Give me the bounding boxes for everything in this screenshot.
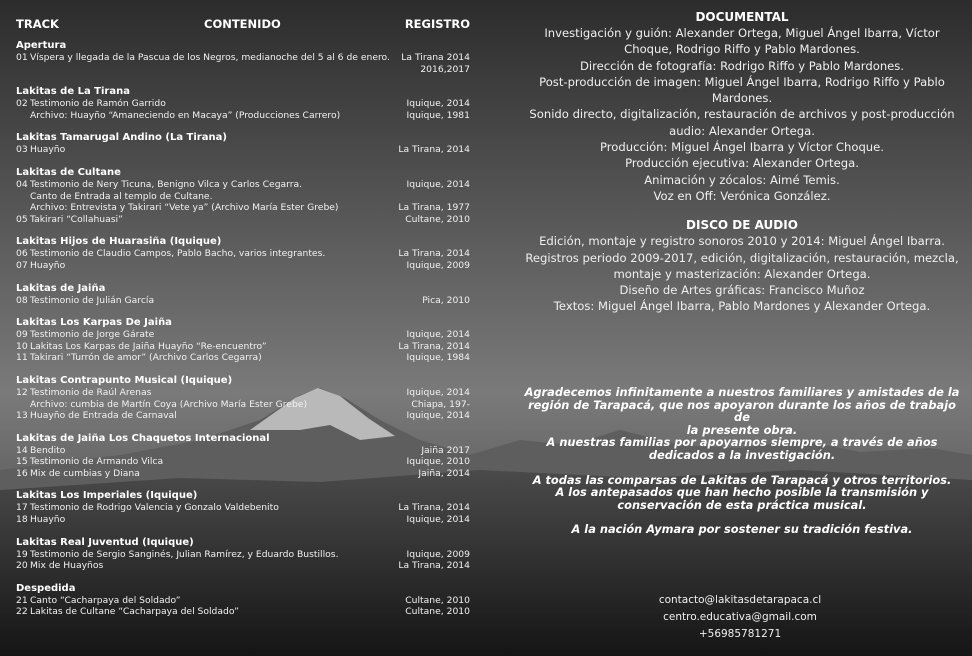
track-content: Testimonio de Ramón Garrido xyxy=(30,98,166,110)
track-content: Lakitas Los Karpas de Jaiña Huayño “Re-encuentro” xyxy=(30,340,267,352)
documental-credit-line: Choque, Rodrigo Riffo y Pablo Mardones. xyxy=(624,42,860,57)
documental-credit-line: Producción ejecutiva: Alexander Ortega. xyxy=(625,156,859,171)
track-content: Archivo: Entrevista y Takirari “Vete ya” (Archivo María Ester Grebe) xyxy=(30,202,339,214)
track-number: 08 xyxy=(16,294,28,306)
acknowledgement-line xyxy=(520,462,964,474)
track-content: Testimonio de Nery Ticuna, Benigno Vilca y Carlos Cegarra. xyxy=(30,178,303,190)
track-number: 21 xyxy=(16,594,28,606)
acknowledgement-line: A todas las comparsas de Lakitas de Tarapacá y otros territorios. xyxy=(532,472,952,487)
track-row xyxy=(16,352,476,364)
acknowledgement-line: región de Tarapacá, que nos apoyaron durante los años de trabajo de xyxy=(528,397,956,425)
track-content: Testimonio de Claudio Campos, Pablo Bacho, varios integrantes. xyxy=(30,248,326,260)
track-content: Canto “Cacharpaya del Soldado” xyxy=(30,594,181,606)
track-registro: 2016,2017 xyxy=(420,63,470,75)
track-registro: Iquique, 2009 xyxy=(406,259,470,271)
track-registro: Iquique, 2010 xyxy=(406,456,470,468)
track-group xyxy=(16,317,476,364)
track-group-title: Lakitas de Jaiña xyxy=(16,282,106,294)
documental-credit-line: Mardones. xyxy=(711,91,773,106)
contact-info xyxy=(620,592,860,643)
acknowledgement-line: Agradecemos infinitamente a nuestros familiares y amistades de la xyxy=(524,385,960,399)
track-group-title: Lakitas Hijos de Huarasiña (Iquique) xyxy=(16,236,222,248)
track-group xyxy=(16,167,476,225)
track-number: 20 xyxy=(16,560,28,572)
track-registro: Iquique, 2014 xyxy=(406,178,470,190)
track-registro: Iquique, 2014 xyxy=(406,329,470,341)
track-content: Testimonio de Sergio Sanginés, Julian Ramírez, y Eduardo Bustillos. xyxy=(30,548,339,560)
track-number: 19 xyxy=(16,548,28,560)
track-group xyxy=(16,433,476,480)
track-group xyxy=(16,132,476,156)
track-row xyxy=(16,260,476,272)
track-row xyxy=(16,410,476,422)
track-number: 07 xyxy=(16,259,28,271)
track-registro: La Tirana, 1977 xyxy=(398,202,470,214)
disco-credit-line: Edición, montaje y registro sonoros 2010 y 2014: Miguel Ángel Ibarra. xyxy=(539,234,945,249)
track-row xyxy=(16,248,476,260)
track-registro: Cultane, 2010 xyxy=(405,606,470,618)
track-column-header: TRACK xyxy=(16,17,59,31)
track-registro: La Tirana, 2014 xyxy=(398,502,470,514)
track-content: Archivo: cumbia de Martín Coya (Archivo María Ester Grebe) xyxy=(30,398,308,410)
track-group-title: Lakitas de Jaiña Los Chaquetos Internacional xyxy=(16,432,270,444)
documental-credit-line: Animación y zócalos: Aimé Temis. xyxy=(644,172,840,187)
track-content: Huayño xyxy=(30,259,66,271)
track-group xyxy=(16,490,476,525)
track-content: Takirari “Collahuasi” xyxy=(30,213,123,225)
track-content: Lakitas de Cultane “Cacharpaya del Soldado” xyxy=(30,606,239,618)
track-number: 12 xyxy=(16,386,28,398)
track-registro: La Tirana 2014 xyxy=(401,52,470,63)
track-registro: Iquique, 2014 xyxy=(406,514,470,526)
track-row xyxy=(16,606,476,618)
track-group xyxy=(16,236,476,271)
track-list-header xyxy=(16,10,476,36)
track-registro: Iquique, 2014 xyxy=(406,386,470,398)
contact-line: centro.educativa@gmail.com xyxy=(663,611,817,623)
track-row xyxy=(16,98,476,110)
acknowledgement-line: la presente obra. xyxy=(686,422,798,437)
track-content: Canto de Entrada al templo de Cultane. xyxy=(30,190,213,202)
track-registro: Cultane, 2010 xyxy=(405,213,470,225)
track-row xyxy=(16,468,476,480)
track-number: 04 xyxy=(16,178,28,190)
documental-title: DOCUMENTAL xyxy=(695,10,789,24)
track-row xyxy=(16,214,476,226)
acknowledgement-line: A los antepasados que han hecho posible la transmisión y xyxy=(555,485,929,500)
track-row xyxy=(16,341,476,353)
track-content: Huayño de Entrada de Carnaval xyxy=(30,410,177,422)
track-group xyxy=(16,583,476,618)
track-registro: La Tirana, 2014 xyxy=(398,248,470,260)
track-row xyxy=(16,52,476,64)
track-row xyxy=(16,549,476,561)
track-row xyxy=(16,445,476,457)
track-row xyxy=(16,295,476,307)
track-content: Testimonio de Jorge Gárate xyxy=(30,329,155,341)
credits-column xyxy=(520,10,964,315)
track-row xyxy=(16,595,476,607)
contact-line: +56985781271 xyxy=(698,628,782,640)
track-number: 22 xyxy=(16,606,28,618)
track-number: 06 xyxy=(16,248,28,260)
track-row xyxy=(16,202,476,214)
track-number: 05 xyxy=(16,213,28,225)
track-group xyxy=(16,40,476,75)
track-groups xyxy=(16,40,476,618)
contenido-column-header: CONTENIDO xyxy=(204,17,281,31)
track-row xyxy=(16,456,476,468)
track-content: Archivo: Huayño “Amaneciendo en Macaya” (Producciones Carrero) xyxy=(30,109,341,121)
track-number: 15 xyxy=(16,456,28,468)
documental-credit-line: Producción: Miguel Ángel Ibarra y Víctor Choque. xyxy=(600,140,884,155)
contact-line: contacto@lakitasdetarapaca.cl xyxy=(658,594,822,606)
track-number: 09 xyxy=(16,329,28,341)
track-registro: Chiapa, 197- xyxy=(411,398,470,410)
track-group-title: Lakitas de Cultane xyxy=(16,166,121,178)
track-group xyxy=(16,86,476,121)
acknowledgement-line: A nuestras familias por apoyarnos siempre, a través de años xyxy=(546,435,938,450)
track-registro: Jaiña, 2014 xyxy=(418,467,470,479)
documental-credit-line: Voz en Off: Verónica González. xyxy=(653,188,831,203)
acknowledgement-line: conservación de esta práctica musical. xyxy=(617,497,867,512)
track-number: 16 xyxy=(16,467,28,479)
track-content: Mix de Huayños xyxy=(30,560,104,572)
track-row xyxy=(16,514,476,526)
track-group-title: Lakitas de La Tirana xyxy=(16,86,130,98)
track-group xyxy=(16,537,476,572)
track-row xyxy=(16,144,476,156)
track-group-title: Lakitas Contrapunto Musical (Iquique) xyxy=(16,374,233,386)
track-registro: Iquique, 2014 xyxy=(406,98,470,110)
acknowledgement-line: A la nación Aymara por sostener su tradición festiva. xyxy=(571,522,913,537)
track-number: 02 xyxy=(16,98,28,110)
track-row xyxy=(16,502,476,514)
disco-credit-line: montaje y masterización: Alexander Ortega. xyxy=(613,266,871,281)
track-group xyxy=(16,375,476,422)
track-number: 11 xyxy=(16,352,28,364)
track-group-title: Lakitas Los Karpas De Jaiña xyxy=(16,317,172,329)
track-registro: Jaiña 2017 xyxy=(421,444,470,456)
track-row xyxy=(16,399,476,411)
track-group-title: Apertura xyxy=(16,40,67,51)
disco-credit-line: Textos: Miguel Ángel Ibarra, Pablo Mardones y Alexander Ortega. xyxy=(553,299,931,314)
track-row xyxy=(16,387,476,399)
track-content: Testimonio de Armando Vilca xyxy=(30,456,164,468)
documental-credit-line: Post-producción de imagen: Miguel Ángel Ibarra, Rodrigo Riffo y Pablo xyxy=(539,74,945,89)
track-content: Testimonio de Raúl Arenas xyxy=(30,386,152,398)
track-row xyxy=(16,329,476,341)
track-content: Takirari “Turrón de amor” (Archivo Carlos Cegarra) xyxy=(30,352,262,364)
track-content: Mix de cumbias y Diana xyxy=(30,467,140,479)
track-registro: Pica, 2010 xyxy=(422,294,470,306)
documental-credits xyxy=(520,25,964,204)
documental-credit-line: Investigación y guión: Alexander Ortega, Miguel Ángel Ibarra, Víctor xyxy=(544,26,940,40)
disco-credits xyxy=(520,233,964,314)
track-registro: La Tirana, 2014 xyxy=(398,144,470,156)
track-registro: Iquique, 1981 xyxy=(406,109,470,121)
track-registro: Iquique, 2014 xyxy=(406,410,470,422)
track-group xyxy=(16,283,476,307)
track-row xyxy=(16,179,476,191)
track-group-title: Despedida xyxy=(16,582,76,594)
track-content: Huayño xyxy=(30,144,66,156)
track-group-title: Lakitas Real Juventud (Iquique) xyxy=(16,536,194,548)
acknowledgements xyxy=(520,386,964,536)
track-row xyxy=(16,64,476,76)
track-registro: Cultane, 2010 xyxy=(405,594,470,606)
track-number: 14 xyxy=(16,444,28,456)
disco-title: DISCO DE AUDIO xyxy=(686,218,798,233)
track-number: 10 xyxy=(16,340,28,352)
track-registro: La Tirana, 2014 xyxy=(398,560,470,572)
track-number: 17 xyxy=(16,502,28,514)
track-registro: Iquique, 1984 xyxy=(406,352,470,364)
track-number: 01 xyxy=(16,52,28,63)
track-registro: Iquique, 2009 xyxy=(406,548,470,560)
track-content: Huayño xyxy=(30,514,66,526)
track-registro: La Tirana, 2014 xyxy=(398,340,470,352)
track-row xyxy=(16,560,476,572)
track-number: 03 xyxy=(16,144,28,156)
disco-credit-line: Diseño de Artes gráficas: Francisco Muñoz xyxy=(619,283,865,298)
acknowledgement-line: dedicados a la investigación. xyxy=(648,447,836,462)
registro-column-header: REGISTRO xyxy=(404,17,470,31)
track-number: 13 xyxy=(16,410,28,422)
disco-credit-line: Registros periodo 2009-2017, edición, digitalización, restauración, mezcla, xyxy=(525,250,959,265)
track-row xyxy=(16,110,476,122)
track-content: Víspera y llegada de la Pascua de los Negros, medianoche del 5 al 6 de enero. xyxy=(30,52,390,63)
track-group-title: Lakitas Los Imperiales (Iquique) xyxy=(16,490,198,502)
track-list xyxy=(16,10,476,618)
documental-credit-line: audio: Alexander Ortega. xyxy=(669,123,815,138)
track-group-title: Lakitas Tamarugal Andino (La Tirana) xyxy=(16,132,227,144)
documental-credit-line: Dirección de fotografía: Rodrigo Riffo y Pablo Mardones. xyxy=(579,58,905,73)
track-content: Testimonio de Julián García xyxy=(30,294,155,306)
track-number: 18 xyxy=(16,514,28,526)
track-row xyxy=(16,191,476,203)
track-content: Testimonio de Rodrigo Valencia y Gonzalo Valdebenito xyxy=(30,502,279,514)
track-content: Bendito xyxy=(30,444,66,456)
documental-credit-line: Sonido directo, digitalización, restauración de archivos y post-producción xyxy=(529,107,955,122)
